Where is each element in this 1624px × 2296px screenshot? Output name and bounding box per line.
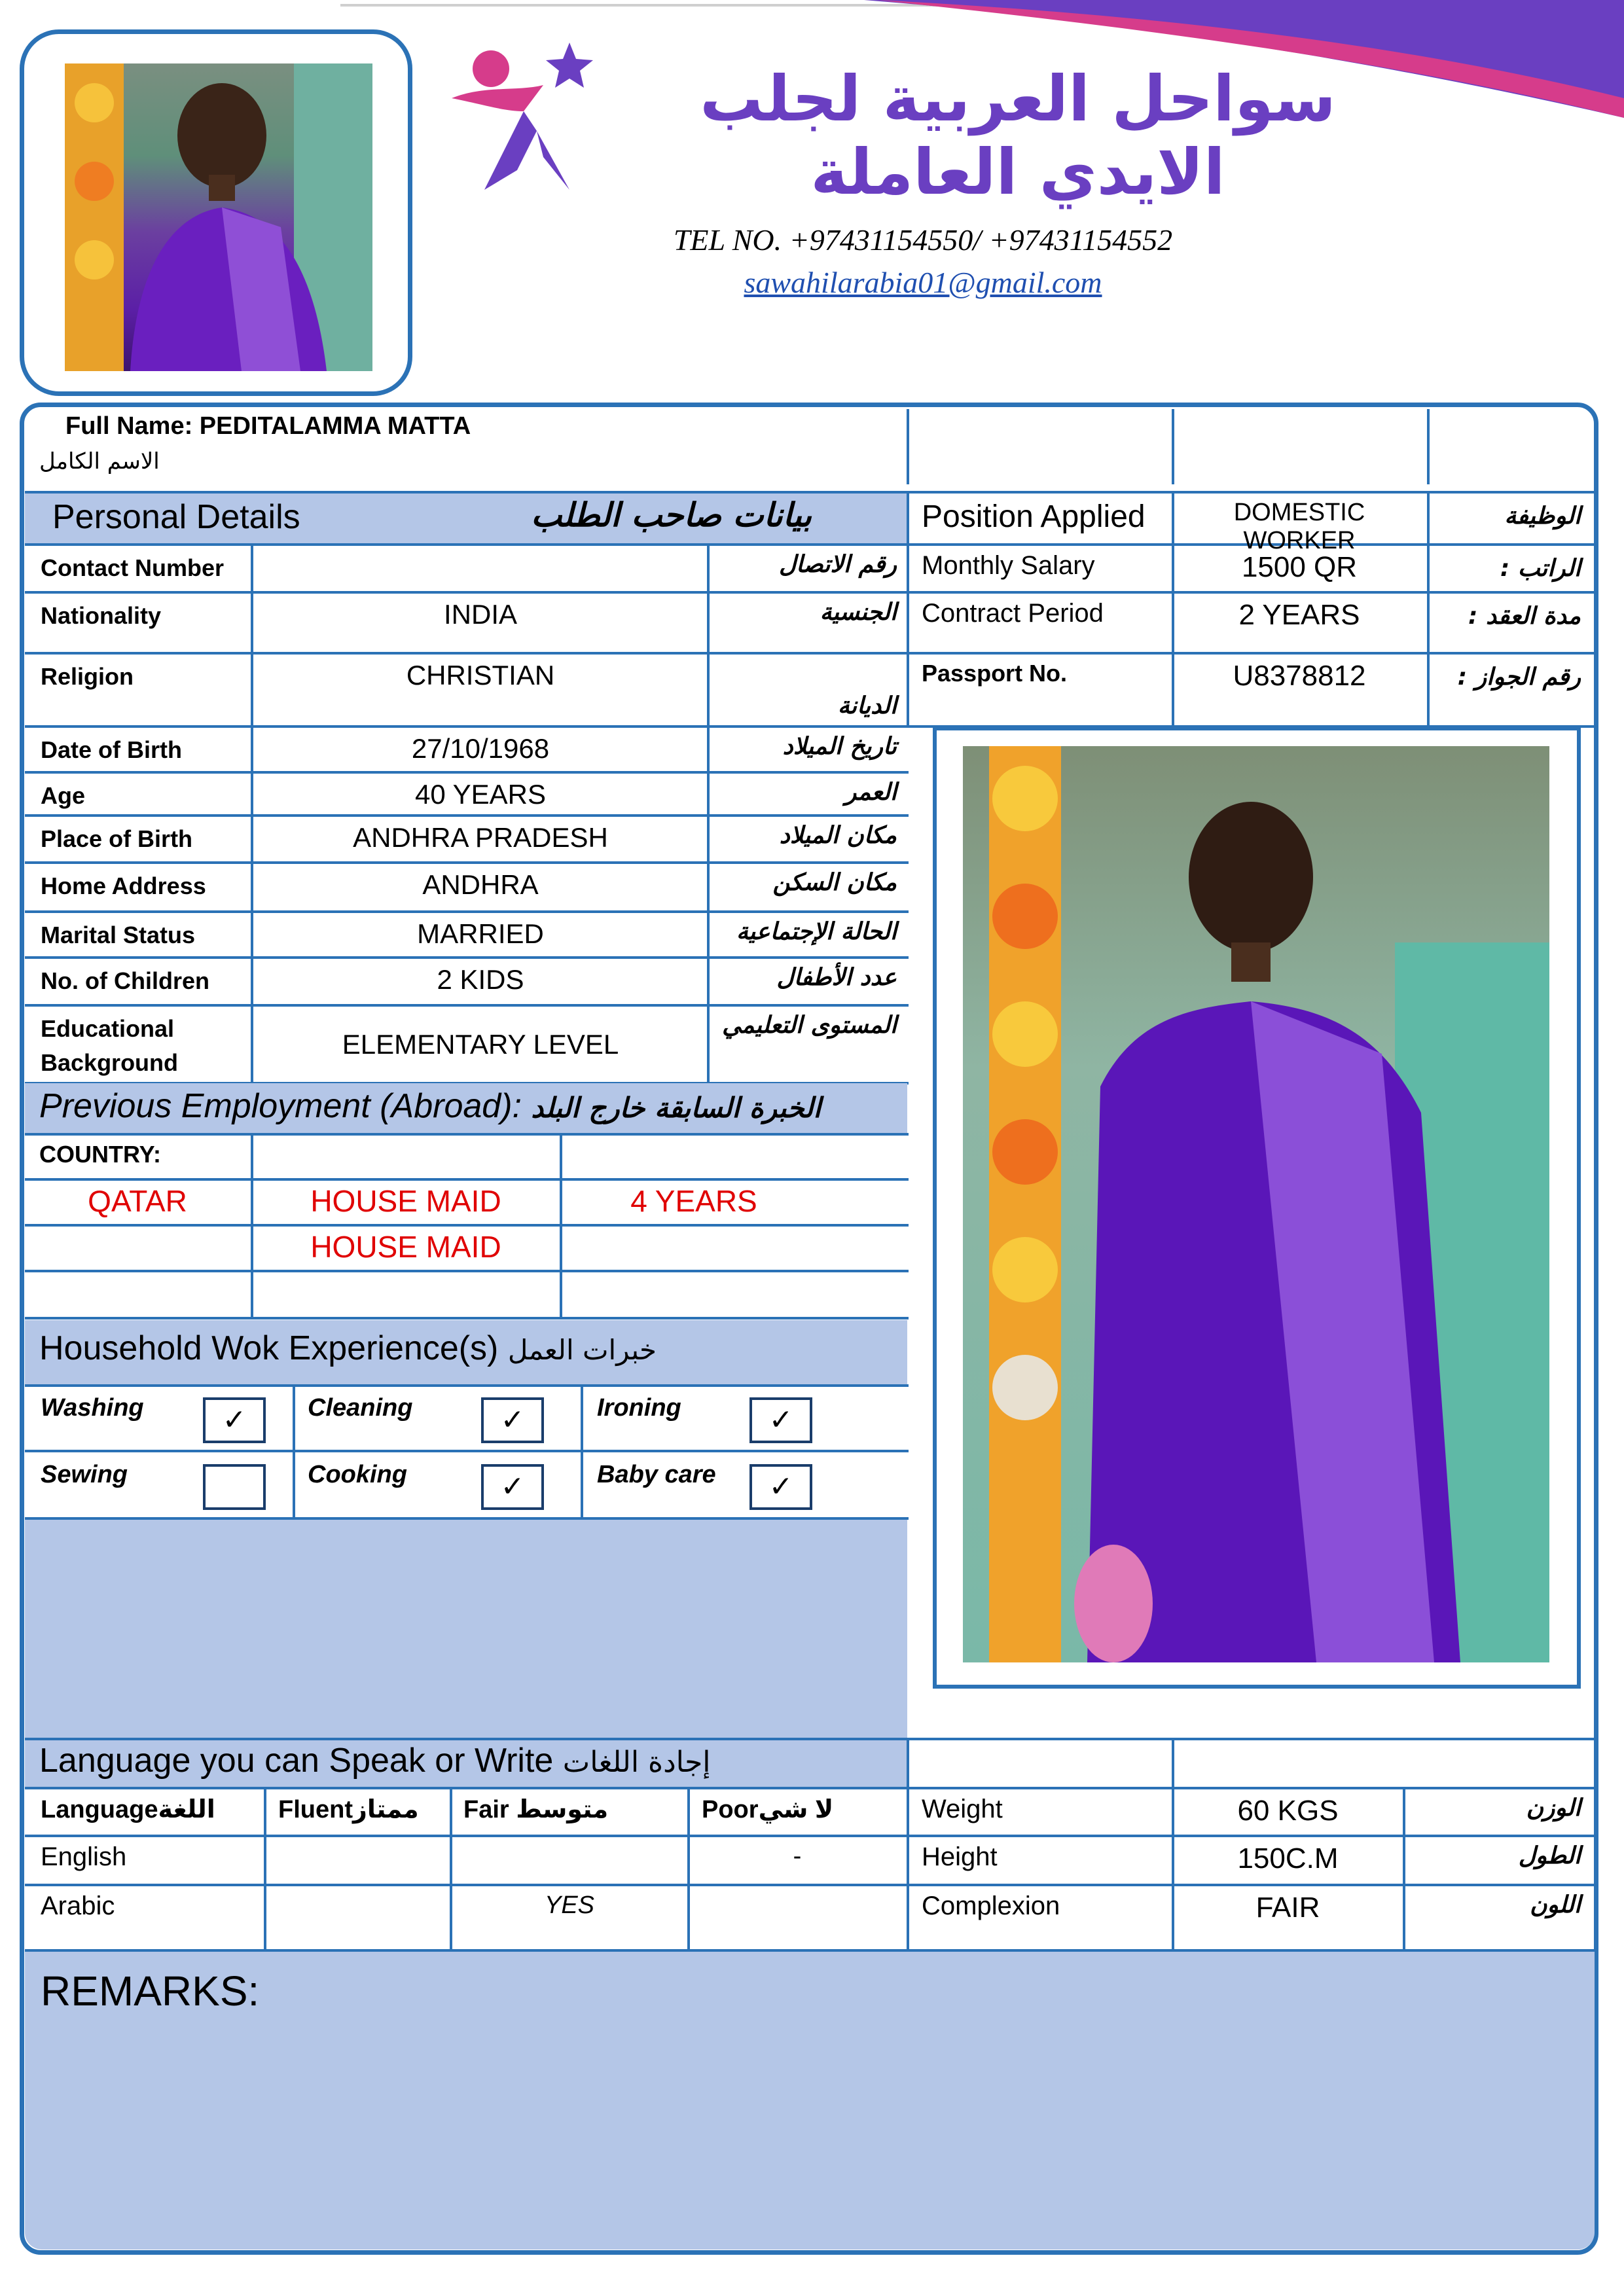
personal-label-arabic: رقم الاتصال <box>779 551 897 578</box>
grid-line <box>25 1270 909 1272</box>
grid-line <box>251 726 253 772</box>
physical-label: Height <box>922 1842 998 1871</box>
grid-line <box>707 726 710 772</box>
personal-label: Nationality <box>41 602 162 629</box>
grid-line <box>1172 409 1174 484</box>
personal-value: CHRISTIAN <box>406 660 555 691</box>
checked-checkbox[interactable]: ✓ <box>749 1397 812 1443</box>
grid-line <box>1427 545 1430 592</box>
position-label: Passport No. <box>922 660 1068 687</box>
grid-line <box>25 725 909 728</box>
grid-line <box>1172 1738 1174 1950</box>
household-item-label: Ironing <box>597 1394 681 1422</box>
language-header-cell: Languageاللغة <box>41 1796 215 1823</box>
checked-checkbox[interactable]: ✓ <box>203 1397 266 1443</box>
grid-line <box>25 1884 1596 1886</box>
physical-value: 150C.M <box>1237 1842 1339 1874</box>
grid-line <box>707 816 710 863</box>
personal-value: ANDHRA PRADESH <box>353 822 608 853</box>
position-value: 2 YEARS <box>1238 599 1360 631</box>
position-label: Position Applied <box>922 499 1146 534</box>
personal-label: Place of Birth <box>41 825 193 852</box>
language-title <box>39 1741 711 1780</box>
personal-details-title-arabic: بيانات صاحب الطلب <box>531 496 812 534</box>
company-logo <box>445 39 602 196</box>
employment-title-arabic: الخبرة السابقة خارج البلد <box>531 1092 821 1124</box>
grid-line <box>293 1386 295 1518</box>
personal-value: 2 KIDS <box>437 964 524 995</box>
personal-value: MARRIED <box>417 918 544 949</box>
employment-position: HOUSE MAID <box>310 1184 501 1218</box>
employment-duration: 4 YEARS <box>630 1184 757 1218</box>
grid-line <box>251 912 253 958</box>
position-value: 1500 QR <box>1241 551 1358 583</box>
email-link[interactable]: sawahilarabia01@gmail.com <box>744 266 1102 299</box>
household-item-label: Baby care <box>597 1461 716 1488</box>
grid-line <box>25 771 909 774</box>
grid-line <box>25 591 909 594</box>
grid-line <box>907 409 909 484</box>
physical-value: 60 KGS <box>1237 1795 1339 1827</box>
personal-value: ANDHRA <box>422 869 539 900</box>
language-title-text: Language you can Speak or Write <box>39 1742 554 1780</box>
grid-line <box>1403 1787 1405 1950</box>
grid-line <box>707 545 710 592</box>
personal-details-title: Personal Details <box>52 498 300 536</box>
grid-line <box>251 545 253 592</box>
grid-line <box>581 1386 583 1518</box>
position-label: Contract Period <box>922 599 1104 628</box>
language-title-arabic: إجادة اللغات <box>562 1746 711 1779</box>
grid-line <box>25 1224 909 1227</box>
grid-line <box>707 1005 710 1083</box>
personal-value: ELEMENTARY LEVEL <box>342 1029 619 1060</box>
grid-line <box>25 1317 909 1319</box>
profile-photo <box>65 63 372 371</box>
household-title-text: Household Wok Experience(s) <box>39 1329 499 1367</box>
grid-line <box>25 1178 909 1181</box>
grid-line <box>251 816 253 863</box>
employment-title-text: Previous Employment (Abroad): <box>39 1087 522 1125</box>
personal-label: Date of Birth <box>41 736 182 763</box>
language-fair: YES <box>544 1892 595 1919</box>
grid-line <box>1172 492 1174 545</box>
grid-line <box>251 863 253 912</box>
empty-checkbox[interactable] <box>203 1464 266 1510</box>
physical-label: Weight <box>922 1795 1003 1823</box>
personal-label: Home Address <box>41 872 206 899</box>
personal-label-arabic: مكان السكن <box>772 869 897 896</box>
checked-checkbox[interactable]: ✓ <box>481 1464 544 1510</box>
grid-line <box>687 1787 690 1950</box>
profile-photo-frame <box>20 29 412 396</box>
grid-line <box>560 1134 562 1318</box>
grid-line <box>25 861 909 864</box>
grid-line <box>25 814 909 817</box>
grid-line <box>707 958 710 1005</box>
grid-line <box>1427 492 1430 545</box>
position-value: DOMESTIC WORKER <box>1233 499 1365 554</box>
household-item-label: Sewing <box>41 1461 128 1488</box>
grid-line <box>251 1005 253 1083</box>
personal-label-arabic: الديانة <box>837 692 897 719</box>
tel-number: TEL NO. +97431154550/ +97431154552 <box>673 223 1173 257</box>
grid-line <box>25 1835 1596 1837</box>
household-item-label: Washing <box>41 1394 144 1422</box>
position-label-arabic: رقم الجواز : <box>1457 664 1581 691</box>
language-header-cell: Poorلا شي <box>702 1796 834 1823</box>
grid-line <box>1172 653 1174 726</box>
personal-label: No. of Children <box>41 967 209 994</box>
household-item-label: Cooking <box>308 1461 407 1488</box>
physical-value: FAIR <box>1255 1892 1320 1924</box>
personal-label-arabic: الجنسية <box>820 599 897 626</box>
personal-label-arabic: الحالة الإجتماعية <box>736 918 897 945</box>
full-photo-frame <box>933 726 1581 1689</box>
company-name-arabic: سواحل العربية لجلب الايدي العاملة <box>700 62 1336 209</box>
grid-line <box>251 772 253 816</box>
grid-line <box>707 772 710 816</box>
household-item-label: Cleaning <box>308 1394 413 1422</box>
employment-title <box>39 1086 821 1126</box>
personal-label-arabic: مكان الميلاد <box>779 822 897 849</box>
grid-line <box>707 592 710 653</box>
full-name-label-arabic: الاسم الكامل <box>39 448 160 475</box>
personal-label: Age <box>41 782 86 809</box>
grid-line <box>1427 409 1430 484</box>
household-title-arabic: خبرات العمل <box>507 1334 657 1366</box>
personal-value: 40 YEARS <box>414 779 546 810</box>
grid-line <box>908 591 1595 594</box>
personal-label-arabic: العمر <box>844 779 897 806</box>
grid-line <box>707 912 710 958</box>
language-name: Arabic <box>41 1892 115 1920</box>
personal-label: Educational Background <box>41 1015 179 1076</box>
personal-label-arabic: المستوى التعليمي <box>722 1012 897 1039</box>
personal-label-arabic: تاريخ الميلاد <box>782 733 897 760</box>
physical-label-arabic: الوزن <box>1526 1795 1581 1821</box>
language-poor: - <box>793 1842 802 1870</box>
physical-label: Complexion <box>922 1892 1060 1920</box>
grid-line <box>1427 592 1430 653</box>
grid-line <box>450 1787 452 1950</box>
grid-line <box>25 1384 909 1387</box>
grid-line <box>25 1787 1596 1789</box>
grid-line <box>25 1738 1596 1740</box>
country-label: COUNTRY: <box>39 1141 161 1168</box>
grid-line <box>1172 545 1174 592</box>
grid-line <box>251 653 253 726</box>
grid-line <box>264 1787 266 1950</box>
grid-line <box>907 491 909 726</box>
personal-label: Marital Status <box>41 922 196 948</box>
personal-label-arabic: عدد الأطفال <box>776 964 897 991</box>
grid-line <box>707 863 710 912</box>
blank-section <box>25 1520 907 1739</box>
personal-label: Contact Number <box>41 554 225 581</box>
grid-line <box>25 1004 909 1007</box>
personal-value: 27/10/1968 <box>411 733 550 764</box>
position-label-arabic: الوظيفة <box>1504 503 1581 529</box>
remarks-section <box>25 1952 1595 2250</box>
position-label: Monthly Salary <box>922 551 1095 580</box>
grid-line <box>251 1134 253 1318</box>
language-header-cell: Fair متوسط <box>463 1796 609 1823</box>
physical-label-arabic: اللون <box>1530 1892 1581 1918</box>
grid-line <box>251 958 253 1005</box>
grid-line <box>25 652 909 655</box>
position-label-arabic: الراتب : <box>1500 555 1581 582</box>
full-name-label: Full Name: PEDITALAMMA MATTA <box>65 412 471 440</box>
grid-line <box>907 1738 909 1950</box>
grid-line <box>908 652 1595 655</box>
grid-line <box>1172 592 1174 653</box>
grid-line <box>25 910 909 913</box>
remarks-title: REMARKS: <box>41 1967 260 2015</box>
grid-line <box>707 653 710 726</box>
position-value: U8378812 <box>1233 660 1366 692</box>
language-name: English <box>41 1842 127 1871</box>
checked-checkbox[interactable]: ✓ <box>749 1464 812 1510</box>
household-title <box>39 1329 657 1368</box>
grid-line <box>251 592 253 653</box>
grid-line <box>25 1133 909 1136</box>
grid-line <box>25 491 1596 493</box>
full-body-photo <box>963 746 1549 1662</box>
grid-line <box>1427 653 1430 726</box>
position-label-arabic: مدة العقد : <box>1468 603 1581 630</box>
grid-line <box>25 956 909 959</box>
checked-checkbox[interactable]: ✓ <box>481 1397 544 1443</box>
employment-position: HOUSE MAID <box>310 1230 501 1264</box>
personal-label: Religion <box>41 663 134 690</box>
physical-label-arabic: الطول <box>1518 1842 1581 1869</box>
employment-country: QATAR <box>88 1184 187 1218</box>
grid-line <box>25 1450 909 1452</box>
personal-value: INDIA <box>443 599 517 630</box>
language-header-cell: Fluentممتاز <box>278 1796 419 1823</box>
